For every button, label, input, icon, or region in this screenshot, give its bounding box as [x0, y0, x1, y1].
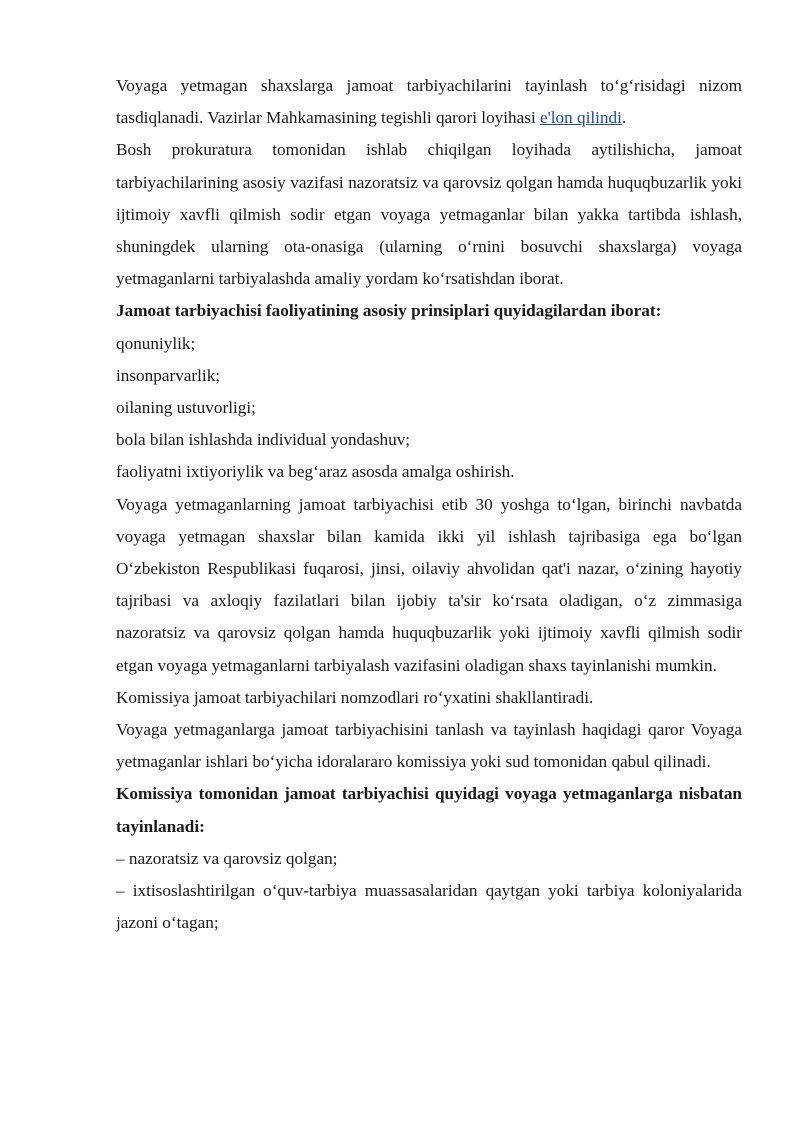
- principle-item: insonparvarlik;: [116, 365, 221, 385]
- principle-item: qonuniylik;: [116, 333, 196, 353]
- prosecutor-paragraph: Bosh prokuratura tomonidan ishlab chiqilgan loyihada aytilishicha, jamoat tarbiyachilarining asosiy vazifasi nazoratsiz va qarovsiz qolgan hamda huquqbuzarlik yoki ijtimoiy xavfli qilmish sodir etgan voyaga yetmaganlar bilan yakka tartibda ishlash, shuningdek ularning ota-onasiga (ularning o‘rnini bosuvchi shaxslarga) voyaga yetmaganlarni tarbiyalashda amaliy yordam ko‘rsatishdan iborat.: [116, 140, 742, 289]
- case-item: – ixtisoslashtirilgan o‘quv-tarbiya muassasalaridan qaytgan yoki tarbiya koloniyalarida jazoni o‘tagan;: [116, 881, 742, 933]
- principles-heading: Jamoat tarbiyachisi faoliyatining asosiy prinsiplari quyidagilardan iborat:: [116, 301, 662, 321]
- commission-list-paragraph: Komissiya jamoat tarbiyachilari nomzodlari ro‘yxatini shakllantiradi.: [116, 687, 594, 707]
- announcement-link[interactable]: e'lon qilindi: [540, 108, 622, 128]
- intro-text: Voyaga yetmagan shaxslarga jamoat tarbiyachilarini tayinlash to‘g‘risidagi nizom tasdiqlanadi. Vazirlar Mahkamasining tegishli qarori loyihasi: [116, 76, 742, 128]
- principle-item: bola bilan ishlashda individual yondashuv;: [116, 430, 411, 450]
- case-item: – nazoratsiz va qarovsiz qolgan;: [116, 848, 338, 868]
- principle-item: faoliyatni ixtiyoriylik va beg‘araz asosda amalga oshirish.: [116, 462, 515, 482]
- principle-item: oilaning ustuvorligi;: [116, 398, 256, 418]
- intro-paragraph: [116, 70, 742, 134]
- intro-end: .: [621, 108, 627, 128]
- decision-paragraph: Voyaga yetmaganlarga jamoat tarbiyachisini tanlash va tayinlash haqidagi qaror Voyaga yetmaganlar ishlari bo‘yicha idoralararo komissiya yoki sud tomonidan qabul qilinadi.: [116, 720, 742, 772]
- appointment-heading: Komissiya tomonidan jamoat tarbiyachisi quyidagi voyaga yetmaganlarga nisbatan tayinlanadi:: [116, 784, 742, 836]
- document-page: [116, 70, 742, 939]
- eligibility-paragraph: Voyaga yetmaganlarning jamoat tarbiyachisi etib 30 yoshga to‘lgan, birinchi navbatda voyaga yetmagan shaxslar bilan kamida ikki yil ishlash tajribasiga ega bo‘lgan O‘zbekiston Respublikasi fuqarosi, jinsi, oilaviy ahvolidan qat'i nazar, o‘zining hayotiy tajribasi va axloqiy fazilatlari bilan ijobiy ta'sir ko‘rsata oladigan, o‘z zimmasiga nazoratsiz va qarovsiz qolgan hamda huquqbuzarlik yoki ijtimoiy xavfli qilmish sodir etgan voyaga yetmaganlarni tarbiyalash vazifasini oladigan shaxs tayinlanishi mumkin.: [116, 494, 742, 675]
